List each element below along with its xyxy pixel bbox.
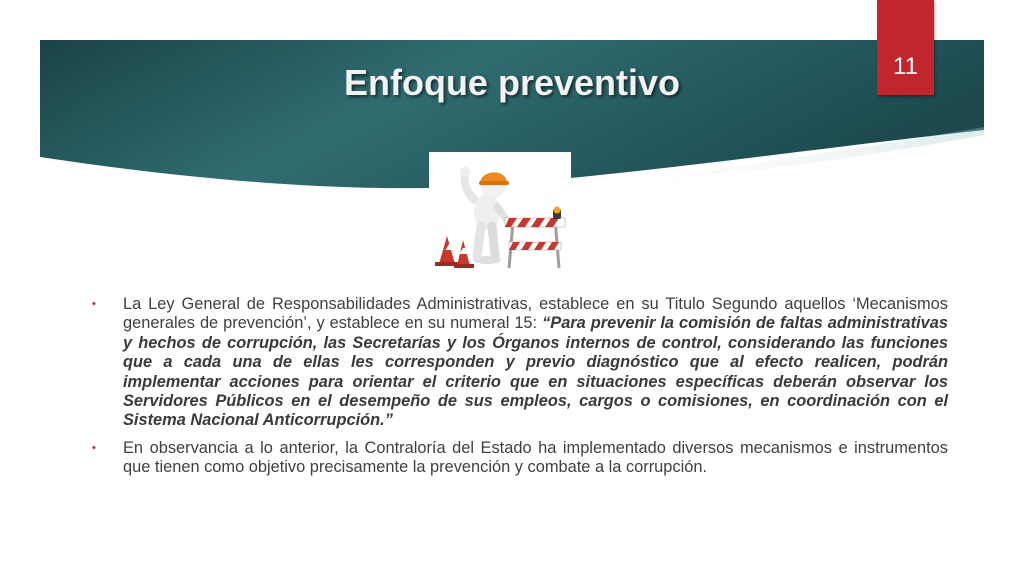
construction-worker-barrier-icon bbox=[429, 152, 571, 272]
slide-title: Enfoque preventivo bbox=[343, 62, 681, 103]
page-number: 11 bbox=[893, 53, 918, 80]
list-item bbox=[92, 439, 948, 478]
page-number-tab bbox=[877, 0, 934, 95]
bullet-text: En observancia a lo anterior, la Contraloría del Estado ha implementado diversos mecanismos e instrumentos que tienen como objetivo precisamente la prevención y combate a la corrupción. bbox=[123, 438, 948, 477]
list-item bbox=[92, 295, 948, 431]
bullet-list bbox=[92, 295, 948, 486]
bullet-quote: “Para prevenir la comisión de faltas administrativas y hechos de corrupción, las Secretarías y los Órganos internos de control, considerando las funciones que a cada una de ellas les corresponden y previo diagnóstico que al efecto realicen, podrán implementar acciones para orientar el criterio que en situaciones específicas deberán observar los Servidores Públicos en el desempeño de sus empleos, cargos o comisiones, en coordinación con el Sistema Nacional Anticorrupción.” bbox=[123, 314, 948, 430]
bullet-marker: • bbox=[92, 441, 96, 454]
bullet-marker: • bbox=[92, 298, 96, 310]
bullet-text: La Ley General de Responsabilidades Administrativas, establece en su Titulo Segundo aquellos ‘Mecanismos generales de prevención’, y establece en su numeral 15: bbox=[123, 295, 948, 333]
